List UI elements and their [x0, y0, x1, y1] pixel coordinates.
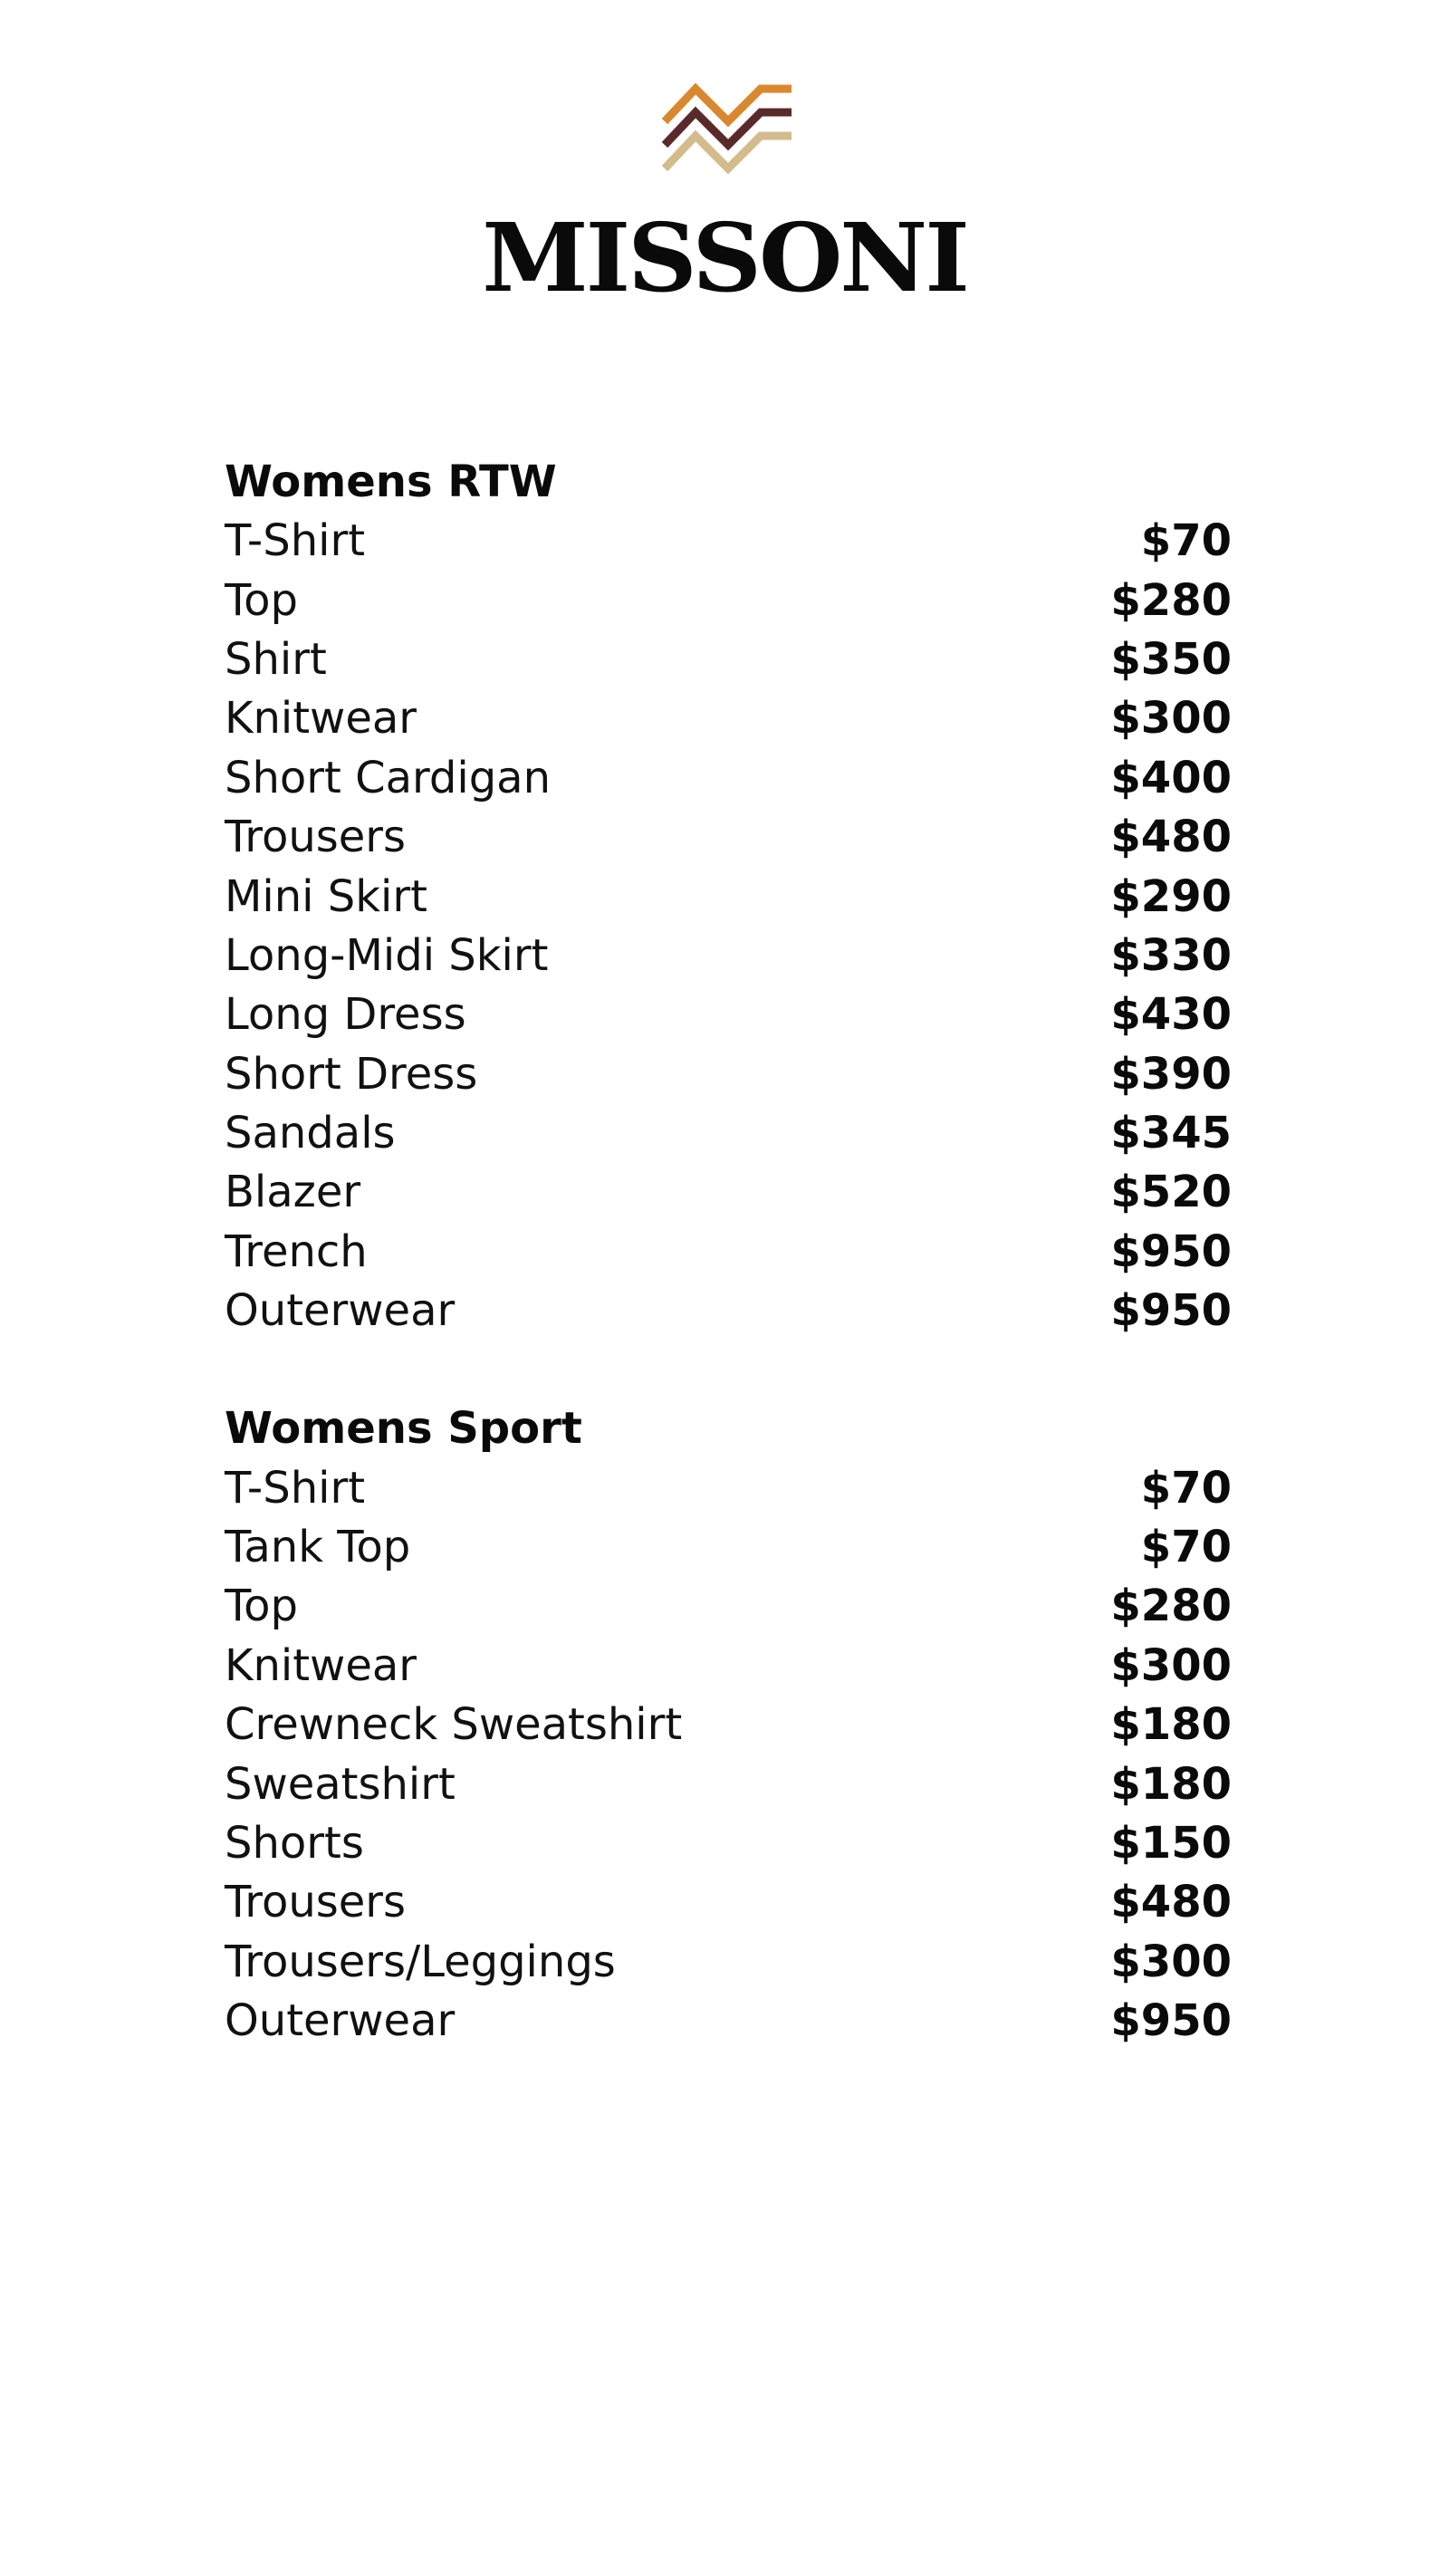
price-row: [225, 1458, 1232, 1517]
price-row: [225, 1577, 1232, 1636]
section-title: Womens RTW: [225, 457, 557, 507]
section-title: Womens Sport: [225, 1403, 582, 1455]
section-womens-rtw: [225, 453, 1232, 1341]
item-name: Outerwear: [225, 1995, 456, 2047]
item-name: Top: [225, 1581, 298, 1632]
item-name: Short Cardigan: [225, 752, 551, 803]
item-price: $330: [1110, 929, 1232, 981]
item-name: Trousers: [225, 1877, 407, 1928]
price-row: [225, 1045, 1232, 1104]
price-row: [225, 512, 1232, 571]
item-price: $180: [1110, 1699, 1232, 1751]
logo-stripe-top: [665, 89, 792, 121]
price-row: [225, 927, 1232, 985]
item-name: Mini Skirt: [225, 870, 427, 922]
item-price: $300: [1110, 693, 1232, 745]
item-price: $300: [1110, 1936, 1232, 1987]
item-name: Knitwear: [225, 693, 417, 745]
item-price: $180: [1110, 1758, 1232, 1810]
price-row: [225, 867, 1232, 926]
item-price: $400: [1110, 752, 1232, 803]
item-name: Tank Top: [225, 1522, 411, 1573]
item-name: Crewneck Sweatshirt: [225, 1699, 683, 1751]
item-price: $950: [1110, 1285, 1232, 1337]
item-price: $280: [1110, 574, 1232, 626]
price-row: [225, 1223, 1232, 1282]
missoni-zigzag-logo-icon: [661, 82, 795, 181]
price-row: [225, 1518, 1232, 1577]
item-name: Trousers/Leggings: [225, 1936, 616, 1987]
price-row: [225, 1104, 1232, 1163]
item-price: $520: [1110, 1167, 1232, 1218]
item-price: $280: [1110, 1581, 1232, 1632]
item-price: $950: [1110, 1226, 1232, 1277]
item-name: Blazer: [225, 1167, 361, 1218]
item-price: $480: [1110, 812, 1232, 863]
item-name: Knitwear: [225, 1639, 417, 1691]
price-row: [225, 1754, 1232, 1813]
item-price: $70: [1140, 1522, 1232, 1573]
item-name: Outerwear: [225, 1285, 456, 1337]
brand-wordmark: MISSONI: [482, 202, 967, 313]
item-name: Long-Midi Skirt: [225, 929, 549, 981]
item-price: $350: [1110, 633, 1232, 685]
price-row: [225, 1282, 1232, 1341]
section-womens-sport: [225, 1399, 1232, 2051]
item-price: $150: [1110, 1818, 1232, 1869]
item-price: $430: [1110, 989, 1232, 1041]
item-name: Trench: [225, 1226, 368, 1277]
item-name: Shorts: [225, 1818, 364, 1869]
price-list: [225, 453, 1232, 2051]
price-row: [225, 808, 1232, 867]
price-row: [225, 1933, 1232, 1992]
price-row: [225, 1163, 1232, 1222]
item-name: Long Dress: [225, 989, 466, 1041]
item-price: $300: [1110, 1639, 1232, 1691]
item-price: $480: [1110, 1877, 1232, 1928]
item-name: Short Dress: [225, 1048, 478, 1100]
price-row: [225, 985, 1232, 1044]
price-row: [225, 749, 1232, 808]
item-name: Sandals: [225, 1108, 396, 1159]
item-list: [225, 1458, 1232, 2051]
item-name: Shirt: [225, 633, 327, 685]
item-price: $70: [1140, 1462, 1232, 1514]
item-price: $70: [1140, 515, 1232, 567]
item-name: Trousers: [225, 812, 407, 863]
item-name: T-Shirt: [225, 1462, 366, 1514]
price-row: [225, 689, 1232, 748]
price-row: [225, 571, 1232, 630]
item-price: $345: [1110, 1108, 1232, 1159]
item-name: T-Shirt: [225, 515, 366, 567]
item-name: Top: [225, 574, 298, 626]
item-list: [225, 512, 1232, 1341]
price-row: [225, 1873, 1232, 1932]
item-price: $950: [1110, 1995, 1232, 2047]
item-price: $390: [1110, 1048, 1232, 1100]
price-row: [225, 1814, 1232, 1873]
price-row: [225, 1696, 1232, 1754]
price-row: [225, 1992, 1232, 2051]
item-price: $290: [1110, 870, 1232, 922]
price-row: [225, 1637, 1232, 1696]
price-row: [225, 630, 1232, 689]
item-name: Sweatshirt: [225, 1758, 456, 1810]
